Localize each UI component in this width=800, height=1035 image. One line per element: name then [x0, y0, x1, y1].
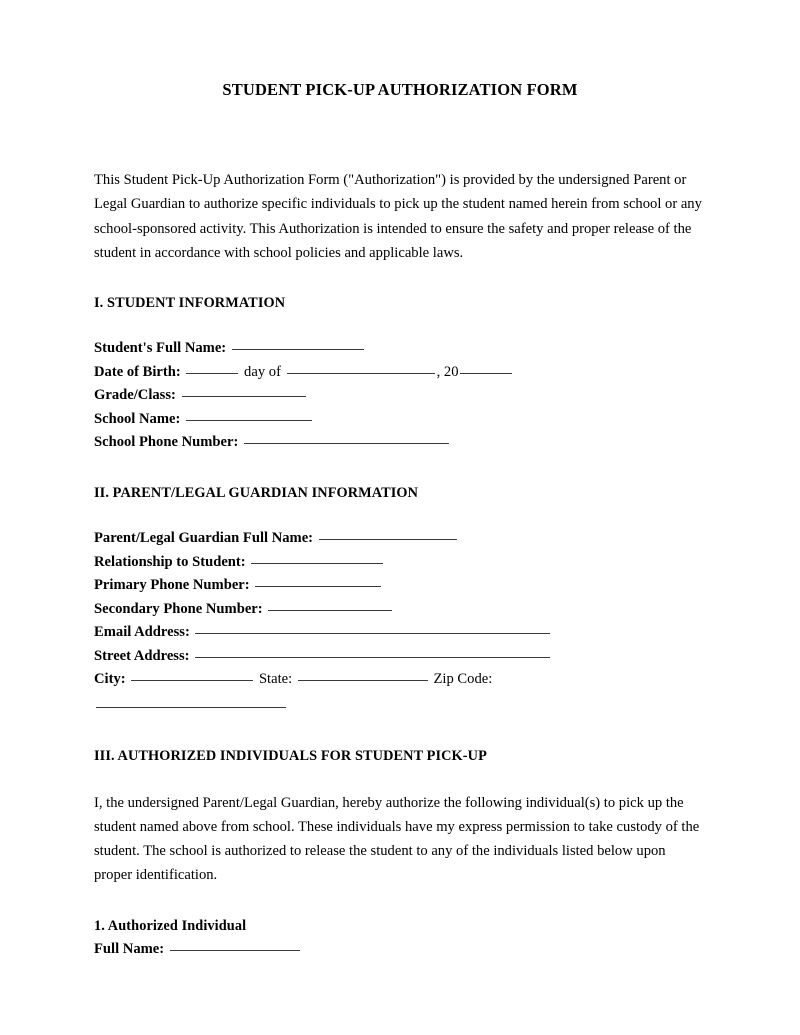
field-label-state: State:	[258, 671, 293, 688]
blank-line-state[interactable]	[298, 680, 428, 681]
authorized-individual-1-heading: 1. Authorized Individual	[94, 917, 247, 934]
blank-line-grade-class[interactable]	[182, 396, 306, 397]
spacer	[94, 455, 706, 481]
blank-line-zip-code[interactable]	[96, 707, 286, 708]
day-of-text: day of	[244, 363, 281, 380]
field-city-state-zip	[94, 668, 706, 692]
field-label: School Name:	[94, 410, 181, 427]
page-title: STUDENT PICK-UP AUTHORIZATION FORM	[222, 80, 578, 99]
field-authorized-individual-1-full-name	[94, 938, 706, 962]
student-information-fields	[94, 337, 706, 455]
blank-line-relationship-to-student[interactable]	[251, 563, 383, 564]
section-heading-authorized-individuals: III. AUTHORIZED INDIVIDUALS FOR STUDENT PICK-UP	[94, 748, 487, 765]
blank-line-primary-phone-number[interactable]	[255, 586, 381, 587]
spacer	[94, 505, 706, 527]
field-label: Street Address:	[94, 647, 190, 664]
blank-line-birth-month[interactable]	[287, 373, 435, 374]
section-heading-guardian-information: II. PARENT/LEGAL GUARDIAN INFORMATION	[94, 484, 419, 501]
field-street-address	[94, 645, 706, 669]
field-primary-phone-number	[94, 574, 706, 598]
blank-line-birth-day[interactable]	[186, 373, 238, 374]
document-body	[94, 168, 706, 962]
year-prefix-text: , 20	[436, 363, 459, 380]
spacer	[94, 265, 706, 291]
guardian-information-fields	[94, 527, 706, 718]
spacer	[94, 769, 706, 791]
field-guardian-full-name	[94, 527, 706, 551]
field-school-name	[94, 408, 706, 432]
field-label: Grade/Class:	[94, 387, 176, 404]
spacer	[94, 718, 706, 744]
field-grade-class	[94, 384, 706, 408]
field-label: Relationship to Student:	[94, 553, 246, 570]
field-school-phone-number	[94, 431, 706, 455]
field-label: Primary Phone Number:	[94, 577, 250, 594]
authorized-individuals-paragraph: I, the undersigned Parent/Legal Guardian, hereby authorize the following individual(s) to pick up the student named above from school. These individuals have my express permission to take custody of the student. The school is authorized to release the student to any of the individuals listed below upon proper identification.	[94, 794, 700, 884]
field-label: Email Address:	[94, 624, 190, 641]
field-label: Parent/Legal Guardian Full Name:	[94, 530, 314, 547]
field-label: Full Name:	[94, 941, 165, 958]
field-label: School Phone Number:	[94, 434, 239, 451]
blank-line-school-name[interactable]	[186, 420, 312, 421]
blank-line-school-phone-number[interactable]	[244, 443, 449, 444]
field-relationship-to-student	[94, 551, 706, 575]
blank-line-authorized-individual-1-full-name[interactable]	[170, 950, 300, 951]
blank-line-street-address[interactable]	[195, 657, 550, 658]
field-label-zip-code: Zip Code:	[433, 671, 493, 688]
field-label: Date of Birth:	[94, 363, 181, 380]
blank-line-birth-year[interactable]	[460, 373, 512, 374]
field-email-address	[94, 621, 706, 645]
field-label-city: City:	[94, 671, 126, 688]
field-date-of-birth	[94, 361, 706, 385]
field-student-full-name	[94, 337, 706, 361]
field-zip-code-line	[94, 692, 706, 719]
field-secondary-phone-number	[94, 598, 706, 622]
blank-line-student-full-name[interactable]	[232, 349, 364, 350]
spacer	[94, 888, 706, 914]
intro-paragraph: This Student Pick-Up Authorization Form ("Authorization") is provided by the undersigned Parent or Legal Guardian to authorize specific individuals to pick up the student named herein from school or any school-sponsored activity. This Authorization is intended to ensure the safety and proper release of the student in accordance with school policies and applicable laws.	[94, 172, 702, 261]
blank-line-city[interactable]	[131, 680, 253, 681]
field-label: Student's Full Name:	[94, 340, 227, 357]
field-label: Secondary Phone Number:	[94, 600, 263, 617]
blank-line-email-address[interactable]	[195, 633, 550, 634]
blank-line-secondary-phone-number[interactable]	[268, 610, 392, 611]
section-heading-student-information: I. STUDENT INFORMATION	[94, 295, 286, 312]
blank-line-guardian-full-name[interactable]	[319, 539, 457, 540]
spacer	[94, 315, 706, 337]
